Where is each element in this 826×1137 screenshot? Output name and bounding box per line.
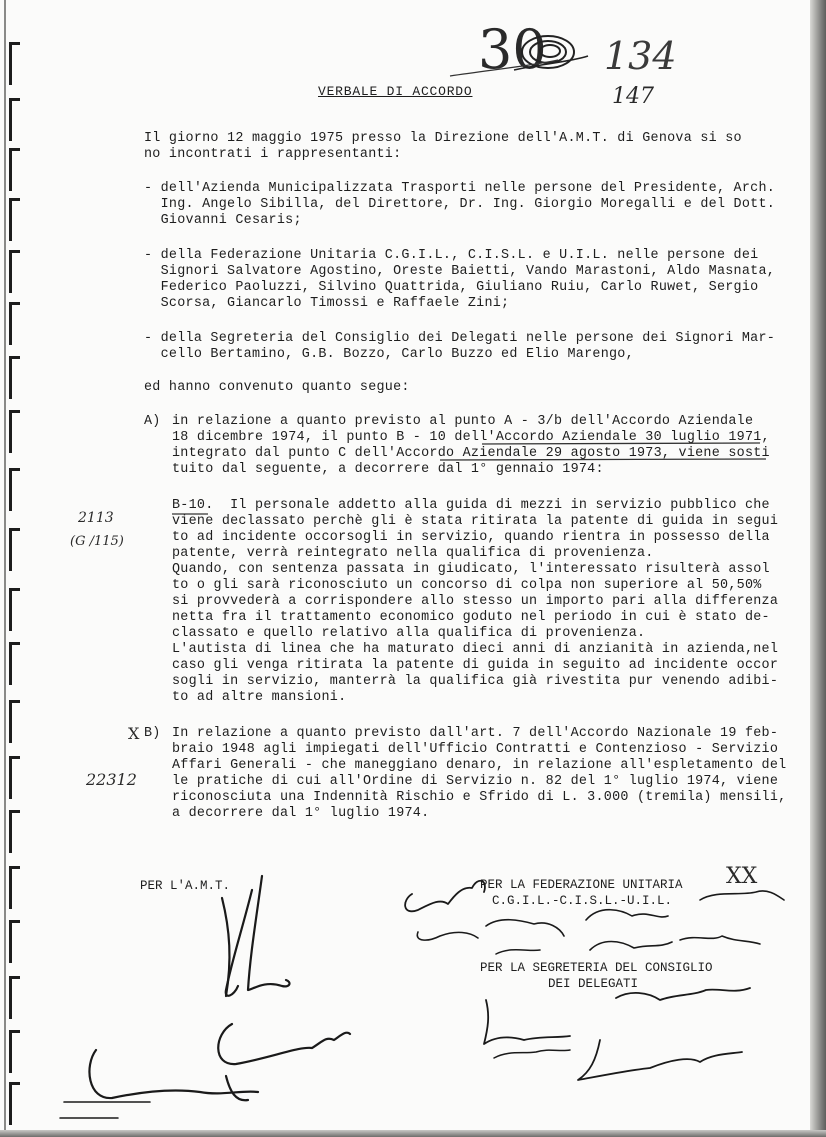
intro-line: Il giorno 12 maggio 1975 presso la Direzione dell'A.M.T. di Genova si so [144, 131, 742, 146]
margin-note: 22312 [86, 770, 137, 789]
sig-label-federazione: C.G.I.L.-C.I.S.L.-U.I.L. [492, 894, 673, 908]
binding-hole [9, 198, 20, 241]
party-line: - della Federazione Unitaria C.G.I.L., C.I.S.L. e U.I.L. nelle persone dei [144, 248, 759, 263]
binding-hole [9, 148, 20, 191]
section-a-line: in relazione a quanto previsto al punto A - 3/b dell'Accordo Aziendale [172, 414, 754, 429]
handwritten-number: 30 [478, 18, 547, 81]
b10-line: classato e quello relativo alla qualifica di provenienza. [172, 626, 646, 641]
b10-line: to o gli sarà riconosciuto un concorso di colpa non superiore al 50,50% [172, 578, 762, 593]
ink-scribble [510, 26, 590, 86]
binding-hole [9, 302, 20, 345]
sig-label-segreteria: DEI DELEGATI [548, 977, 639, 991]
binding-hole [9, 588, 20, 631]
b10-line: caso gli venga ritirata la patente di guida in seguito ad incidente occor [172, 658, 779, 673]
handwritten-x-mark: X [128, 724, 140, 743]
binding-hole [9, 756, 20, 799]
b10-underline [172, 512, 212, 518]
binding-hole [9, 468, 20, 511]
section-b-label: B) [144, 726, 161, 741]
party-line: cello Bertamino, G.B. Bozzo, Carlo Buzzo ed Elio Marengo, [144, 347, 634, 362]
b10-line: patente, verrà reintegrato nella qualifica di provenienza. [172, 546, 654, 561]
binding-hole [9, 410, 20, 453]
section-a-line: 18 dicembre 1974, il punto B - 10 dell'Accordo Aziendale 30 luglio 1971, [172, 430, 770, 445]
section-b-line: le pratiche di cui all'Ordine di Servizio n. 82 del 1° luglio 1974, viene [172, 774, 779, 789]
document-title: VERBALE DI ACCORDO [318, 84, 473, 99]
sig-label-segreteria: PER LA SEGRETERIA DEL CONSIGLIO [480, 961, 713, 975]
b10-line: L'autista di linea che ha maturato dieci anni di anzianità in azienda,nel [172, 642, 779, 657]
party-line: Ing. Angelo Sibilla, del Direttore, Dr. Ing. Giorgio Moregalli e del Dott. [144, 197, 776, 212]
party-line: Scorsa, Giancarlo Timossi e Raffaele Zini; [144, 296, 510, 311]
party-line: - dell'Azienda Municipalizzata Trasporti nelle persone del Presidente, Arch. [144, 181, 776, 196]
b10-line: to ad incidente occorsogli in servizio, quando rientra in possesso della [172, 530, 770, 545]
section-b-line: riconosciuta una Indennità Rischio e Sfrido di L. 3.000 (tremila) mensili, [172, 790, 787, 805]
party-line: - della Segreteria del Consiglio dei Delegati nelle persone dei Signori Mar- [144, 331, 776, 346]
sig-label-amt: PER L'A.M.T. [140, 879, 231, 893]
party-line: Signori Salvatore Agostino, Oreste Baietti, Vando Marastoni, Aldo Masnata, [144, 264, 776, 279]
margin-note: 2113 [78, 510, 114, 526]
underline-marks [440, 444, 770, 464]
b10-line: sogli in servizio, manterrà la qualifica già rivestita pur venendo adibi- [172, 674, 779, 689]
section-a-line: integrato dal punto C dell'Accordo Aziendale 29 agosto 1973, viene sosti [172, 446, 770, 461]
party-line: Giovanni Cesaris; [144, 213, 302, 228]
binding-hole [9, 356, 20, 399]
b10-line: viene declassato perchè gli è stata ritirata la patente di guida in segui [172, 514, 779, 529]
signatures-ink [0, 840, 826, 1135]
intro-line: no incontrati i rappresentanti: [144, 147, 402, 162]
section-b-line: braio 1948 agli impiegati dell'Ufficio Contratti e Contenzioso - Servizio [172, 742, 779, 757]
binding-hole [9, 98, 20, 141]
b10-line: Quando, con sentenza passata in giudicato, l'interessato risulterà assol [172, 562, 770, 577]
binding-hole [9, 42, 20, 85]
section-b-line: a decorrere dal 1° luglio 1974. [172, 806, 430, 821]
binding-hole [9, 528, 20, 571]
handwritten-reference: 147 [612, 84, 654, 109]
b10-line: netta fra il trattamento economico goduto nel periodo in cui è stato de- [172, 610, 770, 625]
b10-line: to ad altre mansioni. [172, 690, 347, 705]
binding-hole [9, 250, 20, 293]
binding-hole [9, 700, 20, 743]
party-line: Federico Paoluzzi, Silvino Quattrida, Giuliano Ruiu, Carlo Ruwet, Sergio [144, 280, 759, 295]
sig-label-federazione: PER LA FEDERAZIONE UNITARIA [480, 878, 683, 892]
b10-line: si provvederà a corrispondere allo stesso un importo pari alla differenza [172, 594, 779, 609]
handwritten-xx-mark: XX [726, 864, 758, 889]
section-a-label: A) [144, 414, 161, 429]
b10-line: B-10. Il personale addetto alla guida di mezzi in servizio pubblico che [172, 498, 770, 513]
section-b-line: In relazione a quanto previsto dall'art. 7 dell'Accordo Nazionale 19 feb- [172, 726, 779, 741]
handwritten-reference: 134 [604, 34, 677, 78]
agreed-line: ed hanno convenuto quanto segue: [144, 380, 410, 395]
binding-hole [9, 642, 20, 685]
margin-note: (G /115) [70, 534, 124, 549]
section-b-line: Affari Generali - che maneggiano denaro, in relazione all'espletamento del [172, 758, 787, 773]
section-a-line: tuito dal seguente, a decorrere dal 1° gennaio 1974: [172, 462, 604, 477]
